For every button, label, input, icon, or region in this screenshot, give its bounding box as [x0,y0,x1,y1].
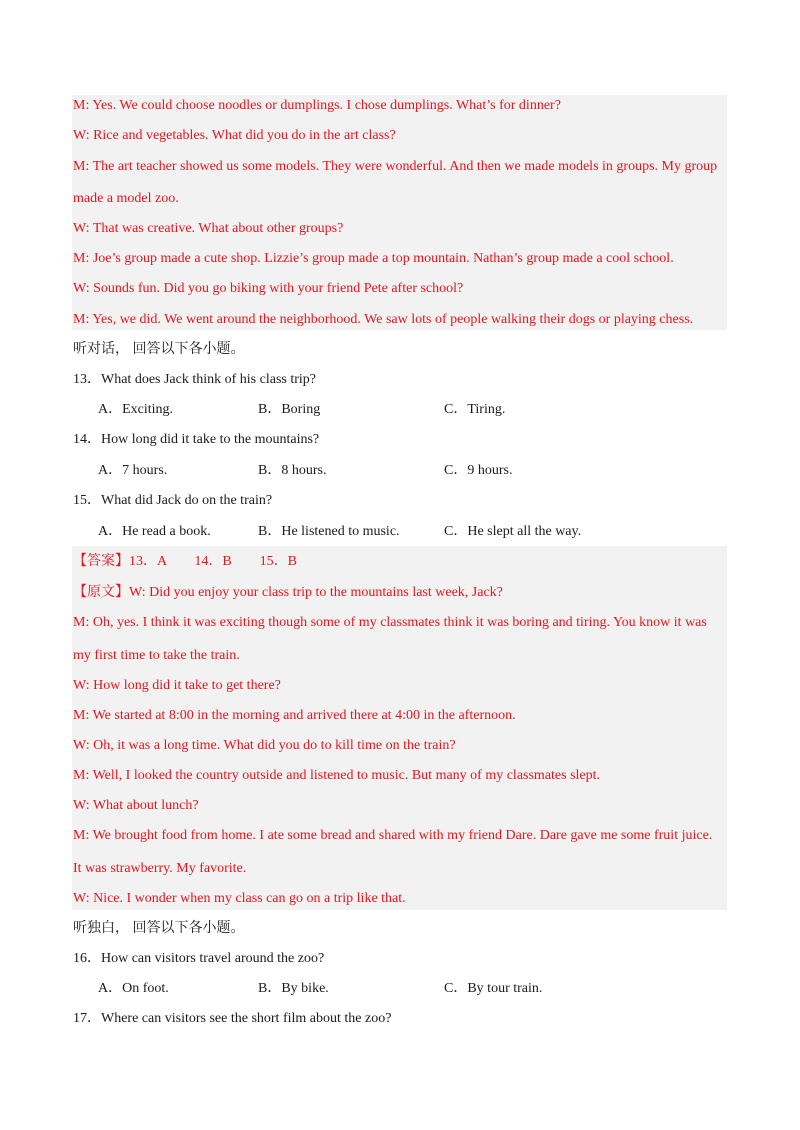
transcript-line: M: Well, I looked the country outside and listened to music. But many of my classmates slept. [73,768,601,783]
question-stem: 14．How long did it take to the mountains? [73,432,320,447]
transcript-line: M: Yes. We could choose noodles or dumplings. I chose dumplings. What’s for dinner? [73,98,561,113]
option-c: C．He slept all the way. [444,524,582,539]
section-heading-monologue: 听独白， 回答以下各小题。 [73,921,245,936]
original-line [73,584,503,602]
option-b: B．8 hours. [258,463,327,478]
option-b: B．By bike. [258,981,329,996]
question-stem: 15．What did Jack do on the train? [73,493,273,508]
answer-tag: 【答案】 [73,554,129,569]
transcript-line: W: Sounds fun. Did you go biking with your friend Pete after school? [73,281,464,296]
option-a: A．He read a book. [98,524,211,539]
transcript-line: W: That was creative. What about other groups? [73,221,344,236]
option-c: C．By tour train. [444,981,543,996]
transcript-line: W: Oh, it was a long time. What did you do to kill time on the train? [73,738,456,753]
transcript-line: It was strawberry. My favorite. [73,861,247,876]
question-stem: 13．What does Jack think of his class trip? [73,372,317,387]
answer-text: 13．A 14．B 15．B [129,554,298,569]
transcript-line: W: What about lunch? [73,798,199,813]
transcript-line: W: Nice. I wonder when my class can go on a trip like that. [73,891,406,906]
option-b: B．He listened to music. [258,524,400,539]
original-tag: 【原文】 [73,585,129,600]
question-stem: 16．How can visitors travel around the zoo? [73,951,325,966]
option-b: B．Boring [258,402,321,417]
transcript-line: M: We started at 8:00 in the morning and arrived there at 4:00 in the afternoon. [73,708,516,723]
transcript-line: M: We brought food from home. I ate some bread and shared with my friend Dare. Dare gave me some fruit juice. [73,828,713,843]
option-a: A．On foot. [98,981,169,996]
question-stem: 17．Where can visitors see the short film about the zoo? [73,1011,392,1026]
option-c: C．Tiring. [444,402,506,417]
transcript-line: W: Rice and vegetables. What did you do in the art class? [73,128,396,143]
transcript-line: my first time to take the train. [73,648,240,663]
option-a: A．Exciting. [98,402,174,417]
transcript-line: W: How long did it take to get there? [73,678,281,693]
transcript-line: made a model zoo. [73,191,179,206]
option-c: C．9 hours. [444,463,513,478]
transcript-line: M: Oh, yes. I think it was exciting though some of my classmates think it was boring and tiring. You know it was [73,615,707,630]
original-first-line: W: Did you enjoy your class trip to the mountains last week, Jack? [129,585,503,600]
answer-line [73,553,297,571]
transcript-line: M: Joe’s group made a cute shop. Lizzie’s group made a top mountain. Nathan’s group made a cool school. [73,251,674,266]
option-a: A．7 hours. [98,463,168,478]
transcript-line: M: The art teacher showed us some models. They were wonderful. And then we made models in groups. My group [73,159,718,174]
transcript-line: M: Yes, we did. We went around the neighborhood. We saw lots of people walking their dogs or playing chess. [73,312,694,327]
section-heading-dialogue: 听对话， 回答以下各小题。 [73,342,245,357]
